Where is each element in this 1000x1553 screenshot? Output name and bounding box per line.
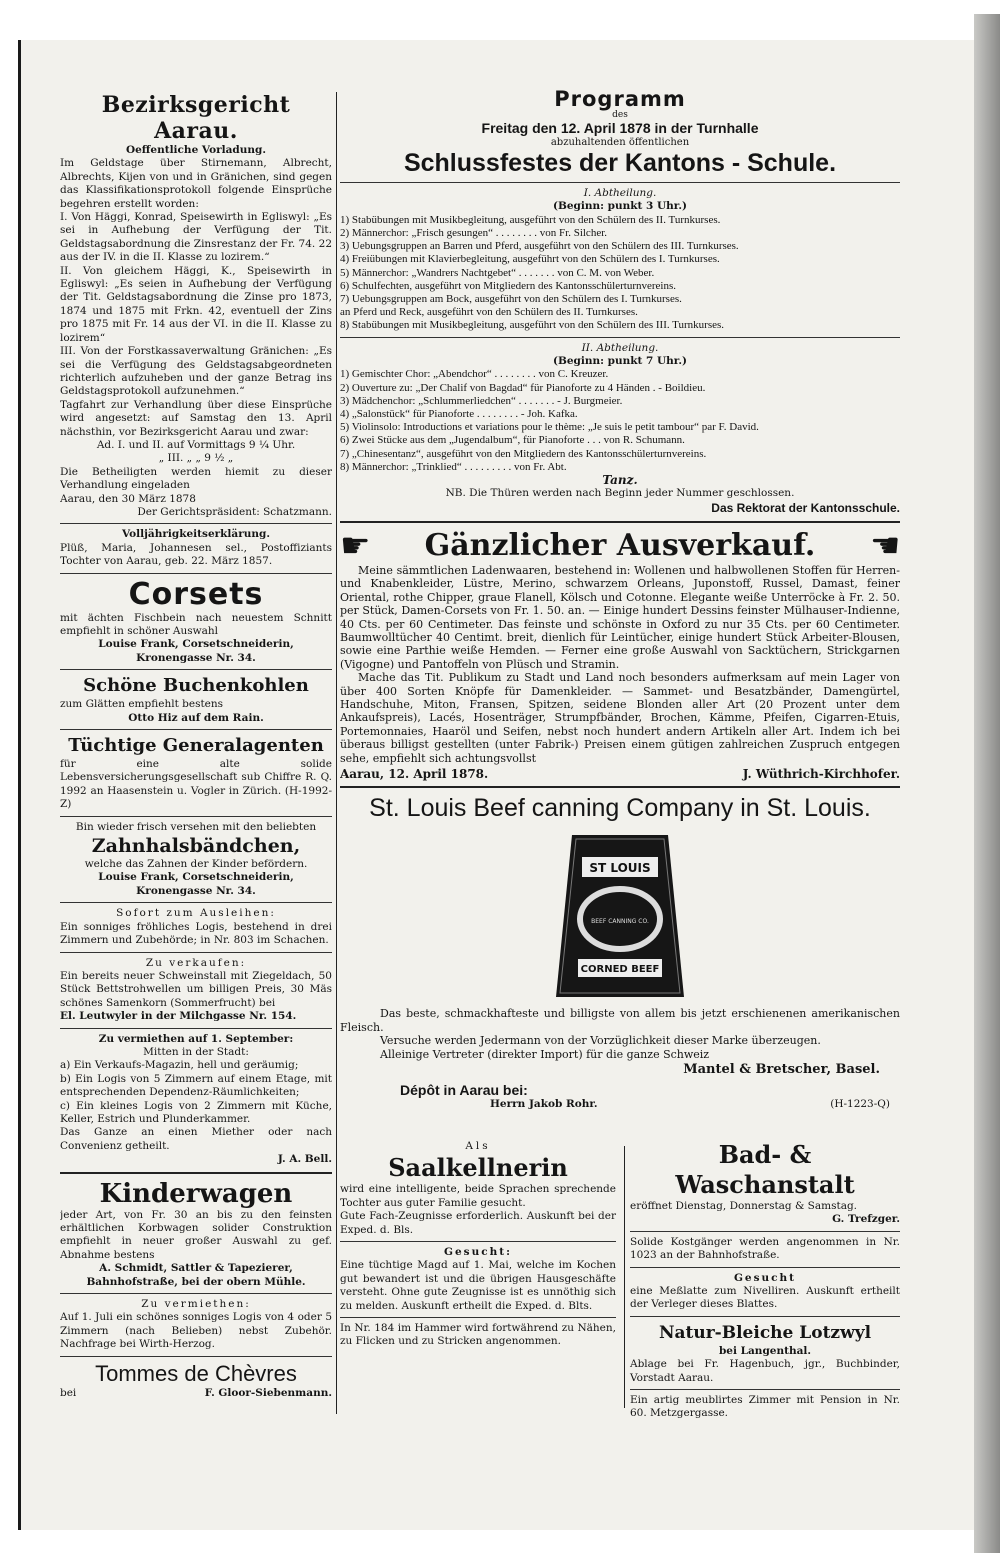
divider	[630, 1267, 900, 1268]
divider	[60, 816, 332, 817]
saal-magd: Eine tüchtige Magd auf 1. Mai, welche im Kochen gut bewandert ist und die übrigen Hausgeschäfte versteht. Ohne gute Zeugnisse ist es unnöthig sich zu melden. Auskunft ertheilt die Exped. d. Blts.	[340, 1259, 616, 1312]
volljaehrigkeit-text: Plüß, Maria, Johannesen sel., Postoffiziants Tochter von Aarau, geb. 22. März 1857.	[60, 541, 332, 568]
ausverkauf-paragraph: Meine sämmtlichen Ladenwaaren, bestehend in: Wollenen und halbwollenen Stoffen für Herren- und Knabenkleider, Lüstre, Merino, schwarzem Orleans, Juponstoff, Russel, Damast, feiner Oriental, rothe Chipper, graue Flanell, Kölsch und Cotonne. Elegante weiße Unterröcke à Fr. 2. 50. per Stück, Damen-Corsets von Fr. 1. 50. an. — Einige hundert Dessins feinster Mülhauser-Indienne, 40 Cts. per 60 Centimeter. Das feinste und schönste in Oxford zu nur 35 Cts. per 60 Centimeter. Baumwolltücher 40 Centimt. breit, dienlich für Leintücher, einige hundert Stück Arbeiter-Blousen, sowie eine Parthie weiße Hemden. — Ferner eine große Auswahl von Sacktüchern, Strickgarnen (Vigogne) und Pantoffeln von Plüsch und Stramin.	[340, 563, 900, 671]
september-item: a) Ein Verkaufs-Magazin, hell und geräumig;	[60, 1059, 299, 1072]
divider	[60, 573, 332, 574]
september-end: Das Ganze an einen Miether oder nach Convenienz getheilt.	[60, 1126, 332, 1152]
bezirksgericht-notice	[60, 92, 332, 519]
programm-title: Programm	[554, 88, 686, 111]
programm-item: 3) Uebungsgruppen an Barren und Pferd, ausgeführt von den Schülern des III. Turnkurses.	[340, 240, 739, 253]
notice-paragraph: „ III. „ „ 9 ½ „	[158, 452, 234, 465]
stlouis-paragraph: Versuche werden Jedermann von der Vorzüglichkeit dieser Marke überzeugen.	[380, 1034, 821, 1048]
tommes-signature: F. Gloor-Siebenmann.	[204, 1386, 332, 1399]
saal-text2: Gute Fach-Zeugnisse erforderlich. Auskunft bei der Exped. d. Bls.	[340, 1210, 616, 1236]
notice-paragraph: II. Von gleichem Häggi, K., Speisewirth in Egliswyl: „Es seien in Aufhebung der Verfügung der Tit. Geldstagsabordnung die Zinse pro 1873, 1874 und 1875 mit Frkn. 42, eventuell der Zins pro 1875 mit Fr. 14 aus der VI. in die II. Klasse zu lozirem“	[60, 264, 332, 344]
logis2-head: Zu vermiethen:	[141, 1298, 251, 1311]
logis1-text: Ein sonniges fröhliches Logis, bestehend in drei Zimmern und Zubehörde; in Nr. 803 im Schachen.	[60, 920, 332, 947]
bleiche-ablage: Ablage bei Fr. Hagenbuch, jgr., Buchbinder, Vorstadt Aarau.	[630, 1358, 900, 1384]
programm-signature: Das Rektorat der Kantonsschule.	[711, 500, 900, 515]
divider	[60, 1356, 332, 1357]
programm-item: 7) Uebungsgruppen am Bock, ausgeführt von den Schülern des I. Turnkurses.	[340, 293, 682, 306]
beginn-1: (Beginn: punkt 3 Uhr.)	[553, 200, 687, 213]
programm-des: des	[612, 110, 628, 120]
agenten-text: für eine alte solide Lebensversicherungsgesellschaft sub Chiffre R. Q. 1992 an Haasenstein u. Vogler in Zürich. (H-1992-Z)	[60, 758, 332, 811]
saal-text: wird eine intelligente, beide Sprachen sprechende Tochter aus guter Familie gesucht.	[340, 1183, 616, 1209]
stlouis-code: (H-1223-Q)	[830, 1098, 890, 1111]
divider	[630, 1316, 900, 1317]
beginn-2: (Beginn: punkt 7 Uhr.)	[553, 355, 687, 368]
bad-text: eröffnet Dienstag, Donnerstag & Samstag.	[630, 1200, 858, 1212]
september-item: b) Ein Logis von 5 Zimmern auf einem Etage, mit entsprechenden Dependenz-Räumlichkeiten;	[60, 1072, 332, 1099]
september-item: c) Ein kleines Logis von 2 Zimmern mit Küche, Keller, Estrich und Plunderkammer.	[60, 1099, 332, 1125]
divider	[60, 669, 332, 670]
notice-paragraph: I. Von Häggi, Konrad, Speisewirth in Egliswyl: „Es sei in Aufhebung der Verfügung der Tit. Geldstagsabordnung die Zinsrestanz der Fr. 74. 22 aus der IV. in die II. Klasse zu lozirem.“	[60, 211, 332, 264]
zahn-text: welche das Zahnen der Kinder befördern.	[84, 858, 308, 871]
divider	[60, 1028, 332, 1029]
zahn-pre: Bin wieder frisch versehen mit den beliebten	[75, 820, 317, 833]
programm-date: Freitag den 12. April 1878 in der Turnhalle	[481, 120, 759, 136]
saal-gesucht: Gesucht:	[444, 1246, 512, 1259]
programm-tanz: Tanz.	[602, 473, 638, 488]
can-label-mid: BEEF CANNING CO.	[591, 918, 649, 926]
stlouis-signature: Mantel & Bretscher, Basel.	[683, 1062, 880, 1078]
programm-item: 6) Zwei Stücke aus dem „Jugendalbum“, für Pianoforte . . . von R. Schumann.	[340, 434, 685, 447]
kohlen-title: Schöne Buchenkohlen	[83, 675, 309, 697]
corned-beef-can-icon	[550, 831, 690, 1001]
programm-item: 1) Stabübungen mit Musikbegleitung, ausgeführt von den Schülern des II. Turnkurses.	[340, 213, 721, 226]
divider	[340, 182, 900, 183]
stlouis-section	[340, 793, 900, 1111]
bad-column	[630, 1140, 900, 1421]
september-sub: Mitten in der Stadt:	[143, 1045, 249, 1058]
tommes-bei: bei	[60, 1386, 77, 1399]
ausverkauf-place: Aarau, 12. April 1878.	[340, 766, 489, 781]
ausverkauf-signature: J. Wüthrich-Kirchhofer.	[742, 766, 900, 781]
bad-signature: G. Trefzger.	[832, 1213, 900, 1226]
bad-gesucht: Gesucht	[733, 1271, 797, 1284]
bad-kost: Solide Kostgänger werden angenommen in Nr. 1023 an der Bahnhofstraße.	[630, 1235, 900, 1262]
column-rule	[336, 92, 337, 1414]
divider	[340, 786, 900, 788]
stlouis-herr: Herrn Jakob Rohr.	[490, 1098, 598, 1111]
verkaufen-signature: El. Leutwyler in der Milchgasse Nr. 154.	[60, 1010, 297, 1023]
notice-paragraph: Die Betheiligten werden hiemit zu dieser Verhandlung eingeladen	[60, 465, 332, 492]
programm-item: 2) Ouverture zu: „Der Chalif von Bagdad“ für Pianoforte zu 4 Händen . - Boildieu.	[340, 381, 706, 394]
programm-item: 4) „Salonstück“ für Pianoforte . . . . . . . . - Joh. Kafka.	[340, 408, 578, 421]
notice-paragraph: Ad. I. und II. auf Vormittags 9 ¼ Uhr.	[96, 438, 296, 451]
tommes-title: Tommes de Chèvres	[95, 1360, 297, 1386]
programm-schluss: Schlussfestes der Kantons - Schule.	[403, 149, 837, 177]
corsets-title: Corsets	[128, 576, 264, 612]
pointing-hand-right-icon: ☛	[340, 525, 371, 566]
divider	[60, 729, 332, 730]
saal-title: Saalkellnerin	[388, 1153, 568, 1183]
pointing-hand-left-icon: ☛	[869, 525, 900, 566]
notice-paragraph: III. Von der Forstkassaverwaltung Gränichen: „Es sei die Verfügung des Geldstagsabgeordneten richterlich aufzuheben und der ganze Betrag ins Geldstagsprotokoll aufzunehmen.“	[60, 345, 332, 398]
programm-item: 4) Freiübungen mit Klavierbegleitung, ausgeführt von den Schülern des I. Turnkurses.	[340, 253, 720, 266]
programm-item: 8) Stabübungen mit Musikbegleitung, ausgeführt von den Schülern des III. Turnkurses.	[340, 319, 725, 332]
divider	[60, 952, 332, 953]
can-label-bottom: CORNED BEEF	[580, 964, 660, 976]
kinderwagen-title: Kinderwagen	[99, 1178, 293, 1209]
programm-item: 2) Männerchor: „Frisch gesungen“ . . . . . . . . von Fr. Silcher.	[340, 227, 608, 240]
programm-abz: abzuhaltenden öffentlichen	[550, 137, 690, 148]
ausverkauf-section	[340, 525, 900, 782]
kohlen-text: zum Glätten empfiehlt bestens	[60, 698, 224, 711]
logis1-head: Sofort zum Ausleihen:	[116, 907, 276, 920]
stlouis-depot: Dépôt in Aarau bei:	[400, 1082, 528, 1099]
right-column	[340, 88, 900, 1111]
kinderwagen-signature: A. Schmidt, Sattler & Tapezierer, Bahnhofstraße, bei der obern Mühle.	[86, 1262, 306, 1288]
september-signature: J. A. Bell.	[277, 1153, 332, 1166]
divider	[60, 1172, 332, 1174]
corsets-signature: Louise Frank, Corsetschneiderin, Kronengasse Nr. 34.	[98, 638, 294, 664]
programm-item: 5) Violinsolo: Introductions et variations pour le thème: „Je suis le petit tambour“ par F. David.	[340, 421, 759, 434]
divider	[340, 1241, 616, 1242]
bad-title: Bad- & Waschanstalt	[675, 1140, 855, 1199]
divider	[630, 1231, 900, 1232]
ausverkauf-paragraph: Mache das Tit. Publikum zu Stadt und Land noch besonders aufmerksam auf mein Lager von über 400 Sorten Knöpfe für Damenkleider. — Sammet- und Besatzbänder, Damengürtel, Handschuhe, Miton, Fransen, Spitzen, seidene Blonden aller Art (20 Prozent unter dem Ankaufspreis), Lacés, Hosenträger, Strumpfbänder, Brochen, Kämme, Pfeifen, Cigarren-Etuis, Portemonnaies, Haaröl und Seifen, nebst noch hundert andern Artikeln aller Art. Indem ich bei überaus billigst gestellten (unter Fabrik-) Preisen einem gütigen zahlreichen Zuspruch entgegen sehe, empfiehlt sich achtungsvollst	[340, 671, 900, 765]
bad-zimmer: Ein artig meublirtes Zimmer mit Pension in Nr. 60. Metzgergasse.	[630, 1394, 900, 1420]
notice-subtitle: Oeffentliche Vorladung.	[125, 144, 267, 156]
september-head: Zu vermiethen auf 1. September:	[98, 1032, 294, 1045]
notice-signature: Der Gerichtspräsident: Schatzmann.	[137, 505, 332, 518]
programm-item: 3) Mädchenchor: „Schlummerliedchen“ . . . . . . . - J. Burgmeier.	[340, 394, 623, 407]
abtheilung-1: I. Abtheilung.	[583, 187, 657, 199]
volljaehrigkeit-title: Volljährigkeitserklärung.	[121, 528, 271, 541]
divider	[340, 521, 900, 523]
notice-paragraph: Im Geldstage über Stirnemann, Albrecht, Albrechts, Kijen von und in Gränichen, sind gegen das Klassifikationsprotokoll folgende Einsprüche begehren erstellt worden:	[60, 157, 332, 210]
divider	[60, 523, 332, 524]
kohlen-signature: Otto Hiz auf dem Rain.	[128, 711, 264, 724]
notice-paragraph: Tagfahrt zur Verhandlung über diese Einsprüche wird angesetzt: auf Samstag den 13. April nächsthin, vor Bezirksgericht Aarau und zwar:	[60, 398, 332, 438]
programm-item: 1) Gemischter Chor: „Abendchor“ . . . . . . . . von C. Kreuzer.	[340, 368, 609, 381]
divider	[60, 1293, 332, 1294]
notice-title: Bezirksgericht Aarau.	[101, 92, 291, 144]
verkaufen-text: Ein bereits neuer Schweinstall mit Ziegeldach, 50 Stück Bettstrohwellen um billigen Preis, 30 Mäs schönes Samenkorn (Sommerfrucht) bei	[60, 969, 332, 1009]
stlouis-paragraph: Das beste, schmackhafteste und billigste von allem bis jetzt erschienenen amerikanischen Fleisch.	[340, 1007, 900, 1034]
can-label-top: ST LOUIS	[589, 861, 651, 876]
programm-list-2	[340, 368, 900, 474]
ausverkauf-title: Gänzlicher Ausverkauf.	[424, 527, 816, 563]
saal-als: Als	[465, 1140, 491, 1152]
bad-mess: eine Meßlatte zum Nivelliren. Auskunft ertheilt der Verleger dieses Blattes.	[630, 1285, 900, 1311]
zahn-title: Zahnhalsbändchen,	[91, 835, 301, 858]
divider	[630, 1389, 900, 1390]
programm-item: an Pferd und Reck, ausgeführt von den Schülern des II. Turnkurses.	[340, 306, 638, 319]
corsets-text: mit ächten Fischbein nach neuestem Schnitt empfiehlt in schöner Auswahl	[60, 611, 332, 637]
programm-item: 7) „Chinesentanz“, ausgeführt von den Mitgliedern des Kantonsschülerturnvereins.	[340, 447, 707, 460]
verkaufen-head: Zu verkaufen:	[145, 956, 247, 969]
stlouis-paragraph: Alleinige Vertreter (direkter Import) für die ganze Schweiz	[380, 1047, 710, 1061]
saal-hammer: In Nr. 184 im Hammer wird fortwährend zu Nähen, zu Flicken und zu Stricken angenommen.	[340, 1322, 616, 1348]
divider	[340, 1317, 616, 1318]
column-rule	[624, 1146, 625, 1408]
bleiche-sub: bei Langenthal.	[718, 1344, 812, 1357]
agenten-title: Tüchtige Generalagenten	[68, 735, 324, 757]
programm-item: 8) Männerchor: „Trinklied“ . . . . . . . . . von Fr. Abt.	[340, 460, 567, 473]
programm-item: 6) Schulfechten, ausgeführt von Mitgliedern des Kantonsschülerturnvereins.	[340, 279, 677, 292]
programm-section	[340, 88, 900, 516]
left-column	[60, 92, 332, 1400]
saalkellnerin-column	[340, 1140, 616, 1349]
bleiche-title: Natur-Bleiche Lotzwyl	[658, 1322, 872, 1343]
zahn-signature: Louise Frank, Corsetschneiderin, Kronengasse Nr. 34.	[98, 871, 294, 897]
kinderwagen-text: jeder Art, von Fr. 30 an bis zu den feinsten erhältlichen Korbwagen solider Construktion empfiehlt in neuer großer Auswahl zu gef. Abnahme bestens	[60, 1208, 332, 1261]
programm-nb: NB. Die Thüren werden nach Beginn jeder Nummer geschlossen.	[445, 487, 795, 500]
logis2-text: Auf 1. Juli ein schönes sonniges Logis von 4 oder 5 Zimmern (nach Belieben) nebst Zubehör. Nachfrage bei Wirth-Herzog.	[60, 1311, 332, 1351]
divider	[340, 337, 900, 338]
programm-list-1	[340, 214, 900, 333]
stlouis-title: St. Louis Beef canning Company in St. Louis.	[369, 794, 871, 823]
divider	[60, 902, 332, 903]
abtheilung-2: II. Abtheilung.	[581, 341, 659, 354]
programm-item: 5) Männerchor: „Wandrers Nachtgebet“ . . . . . . . von C. M. von Weber.	[340, 266, 655, 279]
notice-date: Aarau, den 30 März 1878	[60, 492, 196, 505]
page-edge-shadow	[974, 14, 1000, 1553]
